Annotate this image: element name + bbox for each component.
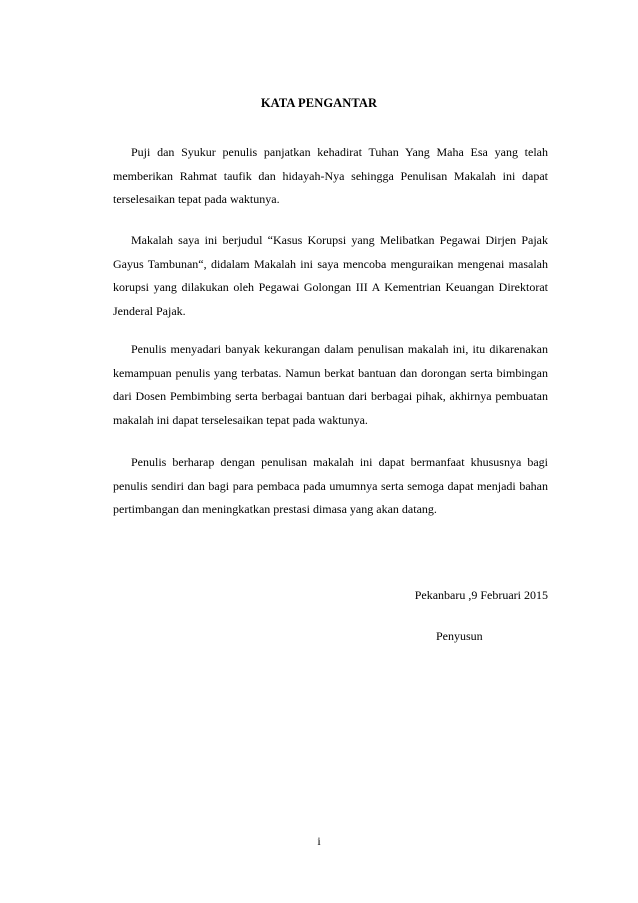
paragraph-2: Makalah saya ini berjudul “Kasus Korupsi yang Melibatkan Pegawai Dirjen Pajak Gayus Tambunan“, didalam Makalah ini saya mencoba menguraikan mengenai masalah korupsi yang dilakukan oleh Pegawai Golongan III A Kementrian Keuangan Direktorat Jenderal Pajak. — [113, 233, 548, 318]
paragraph-3: Penulis menyadari banyak kekurangan dalam penulisan makalah ini, itu dikarenakan kemampuan penulis yang terbatas. Namun berkat bantuan dan dorongan serta bimbingan dari Dosen Pembimbing serta berbagai bantuan dari berbagai pihak, akhirnya pembuatan makalah ini dapat terselesaikan tepat pada waktunya. — [113, 342, 548, 427]
paragraph-1: Puji dan Syukur penulis panjatkan kehadirat Tuhan Yang Maha Esa yang telah memberikan Rahmat taufik dan hidayah-Nya sehingga Penulisan Makalah ini dapat terselesaikan tepat pada waktunya. — [113, 145, 548, 206]
page-number: i — [317, 834, 321, 848]
signature-place-date: Pekanbaru ,9 Februari 2015 — [414, 588, 548, 602]
paragraph-4: Penulis berharap dengan penulisan makalah ini dapat bermanfaat khususnya bagi penulis sendiri dan bagi para pembaca pada umumnya serta semoga dapat menjadi bahan pertimbangan dan meningkatkan prestasi dimasa yang akan datang. — [113, 455, 548, 516]
signature-author: Penyusun — [436, 629, 483, 643]
page-title: KATA PENGANTAR — [260, 96, 378, 110]
